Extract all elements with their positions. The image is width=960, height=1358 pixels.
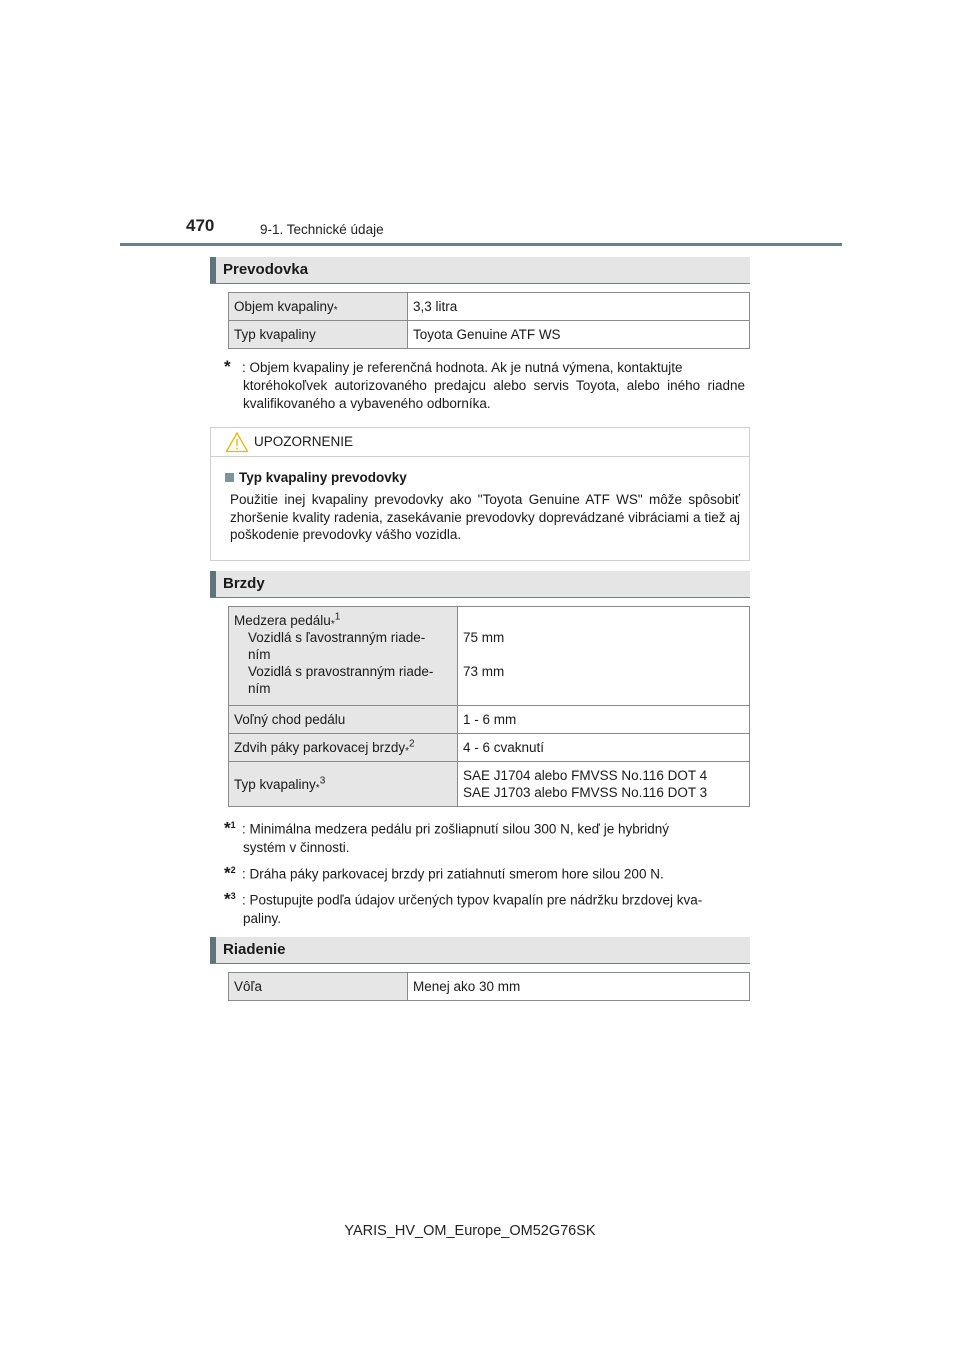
footnote-text-continued: paliny. xyxy=(243,910,282,926)
row-label: Typ kvapaliny xyxy=(234,776,316,792)
sub-label: Vozidlá s pravostranným riade- xyxy=(248,664,434,679)
table-key-cell: Zdvih páky parkovacej brzdy$^{*2}$ xyxy=(229,734,458,762)
footnote-marker: * xyxy=(330,619,335,630)
footnote-marker: *$^1$ xyxy=(224,818,236,838)
section-reference: 9-1. Technické údaje xyxy=(260,222,384,237)
table-row xyxy=(229,607,750,706)
table-value-cell: 3,3 litra xyxy=(408,293,750,321)
table-row xyxy=(229,973,750,1001)
header-divider xyxy=(120,243,842,246)
table-value-cell: 1 - 6 mm xyxy=(458,706,750,734)
footnote-marker: * xyxy=(405,746,409,757)
footnote-marker: *$^3$ xyxy=(224,889,236,909)
table-value-cell: Menej ako 30 mm xyxy=(408,973,750,1001)
square-bullet-icon xyxy=(225,473,234,482)
heading-accent-bar xyxy=(210,257,216,283)
table-key-cell: Typ kvapaliny xyxy=(229,321,408,349)
table-key-cell: Medzera pedálu$^{*1}$ Vozidlá s ľavostranným riade- ním Vozidlá s pravostranným riade- ním xyxy=(229,607,458,706)
document-code-footer: YARIS_HV_OM_Europe_OM52G76SK xyxy=(344,1223,596,1239)
row-label: Objem kvapaliny xyxy=(234,299,334,314)
footnote-brakes-1 xyxy=(224,816,745,857)
caution-header xyxy=(211,428,749,457)
footnote-marker: *$^2$ xyxy=(224,863,236,883)
steering-spec-table xyxy=(228,972,750,1001)
table-row xyxy=(229,734,750,762)
row-label: Zdvih páky parkovacej brzdy xyxy=(234,740,406,755)
transmission-spec-table xyxy=(228,292,750,349)
sub-label: ním xyxy=(248,647,271,662)
table-row xyxy=(229,762,750,807)
footnote-text: : Objem kvapaliny je referenčná hodnota. Ak je nutná výmena, kontaktujte xyxy=(242,360,683,375)
value-text: SAE J1703 alebo FMVSS No.116 DOT 3 xyxy=(463,785,708,800)
table-row xyxy=(229,293,750,321)
table-value-cell: Toyota Genuine ATF WS xyxy=(408,321,750,349)
table-key-cell xyxy=(229,293,408,321)
heading-accent-bar xyxy=(210,937,216,963)
row-label: Medzera pedálu xyxy=(234,613,331,628)
footnote-text: : Minimálna medzera pedálu pri zošliapnutí silou 300 N, keď je hybridný xyxy=(242,821,670,837)
sub-label: Vozidlá s ľavostranným riade- xyxy=(248,630,426,645)
table-row xyxy=(229,706,750,734)
footnote-brakes-3 xyxy=(224,887,745,928)
section-heading-transmission xyxy=(210,257,750,284)
heading-accent-bar xyxy=(210,571,216,597)
footnote-text-continued: ktoréhokoľvek autorizovaného predajcu alebo servis Toyota, alebo iného riadne kvalifikovaného a vybaveného odborníka. xyxy=(243,378,745,411)
value-text: SAE J1704 alebo FMVSS No.116 DOT 4 xyxy=(463,768,708,783)
footnote-text: : Dráha páky parkovacej brzdy pri zatiahnutí smerom hore silou 200 N. xyxy=(242,866,664,882)
section-heading-brakes xyxy=(210,571,750,598)
caution-subtitle: Typ kvapaliny prevodovky xyxy=(225,470,407,485)
caution-title: UPOZORNENIE xyxy=(254,434,354,449)
table-key-cell: Voľný chod pedálu xyxy=(229,706,458,734)
caution-box xyxy=(210,427,750,561)
brakes-spec-table xyxy=(228,606,750,807)
table-row xyxy=(229,321,750,349)
footnote-marker: * xyxy=(333,305,338,316)
sub-label: ním xyxy=(248,681,271,696)
section-title: Riadenie xyxy=(223,941,286,958)
footnote-text-continued: systém v činnosti. xyxy=(243,839,350,855)
table-key-cell: Typ kvapaliny$^{*3}$ xyxy=(229,762,458,807)
table-value-cell xyxy=(458,762,750,807)
warning-triangle-icon xyxy=(225,431,249,453)
section-heading-steering xyxy=(210,937,750,964)
table-key-cell: Vôľa xyxy=(229,973,408,1001)
value-text: 75 mm xyxy=(463,630,505,645)
footnote-marker: * xyxy=(224,357,231,376)
footnote-transmission xyxy=(224,358,745,413)
footnote-text: : Postupujte podľa údajov určených typov kvapalín pre nádržku brzdovej kva- xyxy=(242,892,703,908)
table-value-cell: 4 - 6 cvaknutí xyxy=(458,734,750,762)
footnote-marker: * xyxy=(315,782,320,794)
section-title: Prevodovka xyxy=(223,261,309,278)
value-text: 73 mm xyxy=(463,664,505,679)
table-value-cell xyxy=(458,607,750,706)
section-title: Brzdy xyxy=(223,575,265,592)
page-number: 470 xyxy=(186,216,215,235)
footnote-brakes-2 xyxy=(224,861,745,884)
caution-body: Použitie inej kvapaliny prevodovky ako "Toyota Genuine ATF WS" môže spôsobiť zhoršenie kvality radenia, zasekávanie prevodovky doprevádzané vibráciami a tiež aj poškodenie prevodovky vášho vozidla. xyxy=(230,492,740,542)
